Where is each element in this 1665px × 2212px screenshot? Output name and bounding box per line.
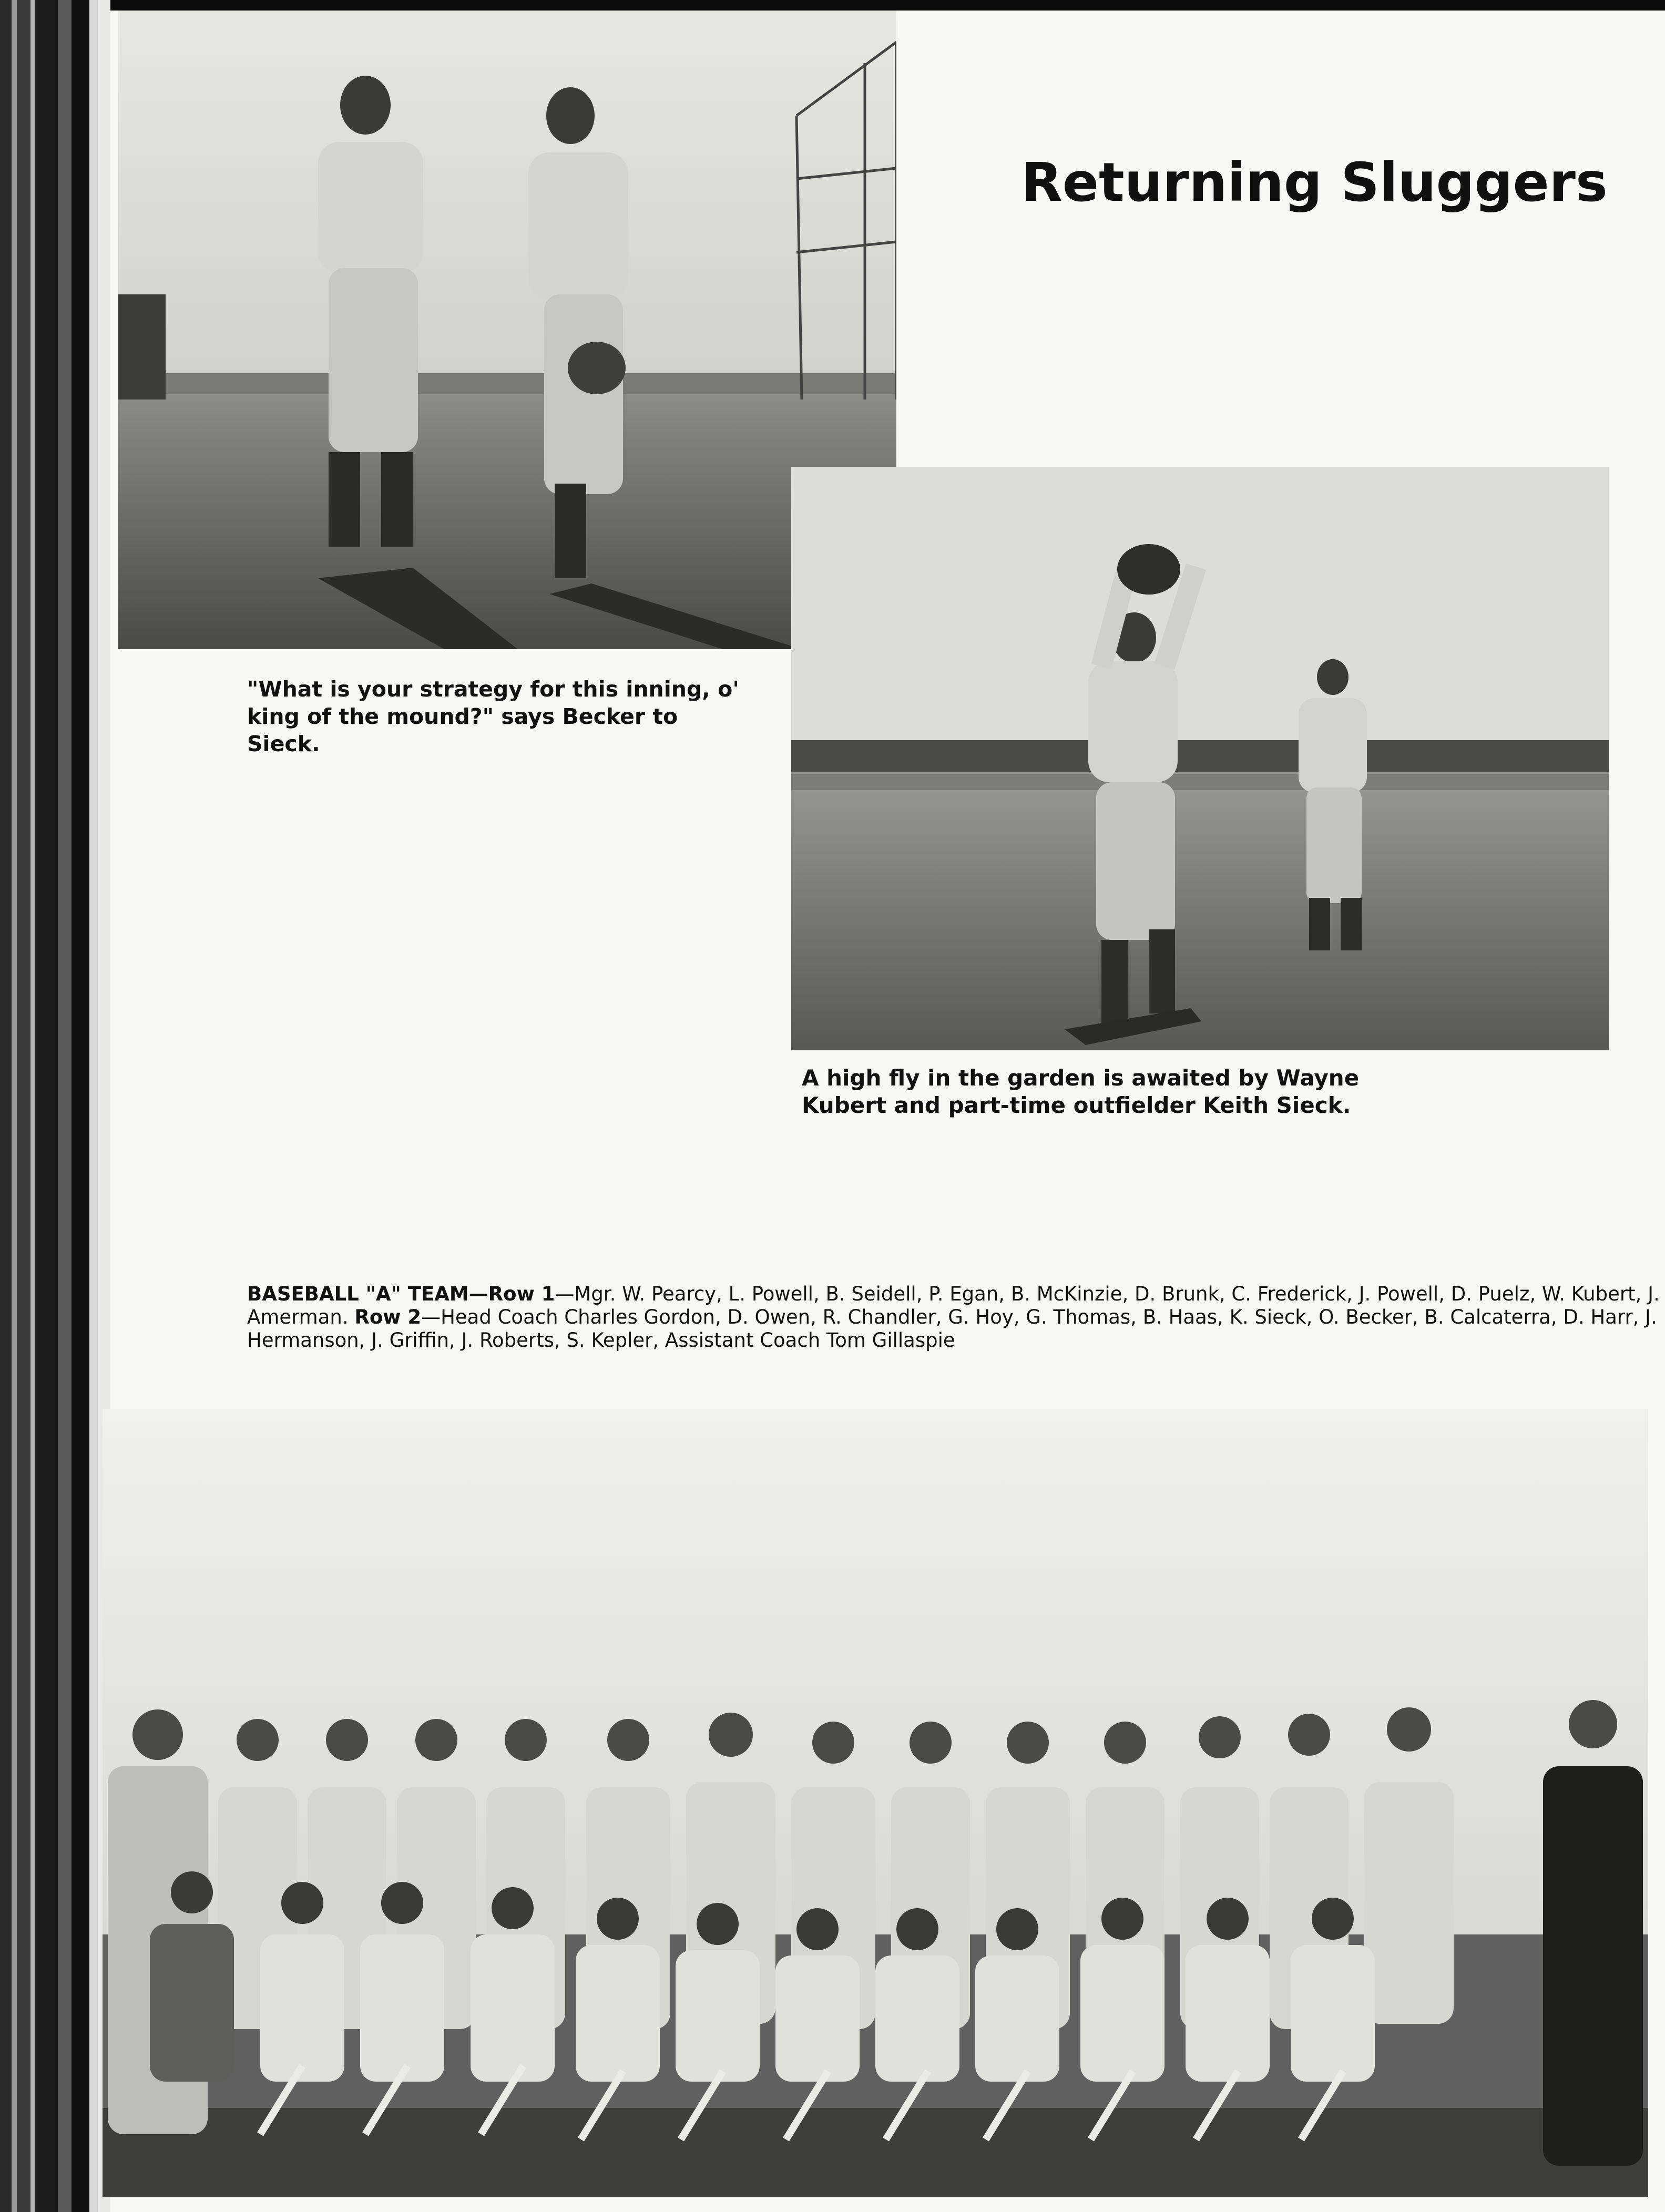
caption-mound-conversation: "What is your strategy for this inning, o' king of the mound?" says Becker to Sieck. [247, 677, 739, 756]
team-roster-caption [247, 1283, 1665, 1352]
photo-mound-conversation [118, 11, 896, 649]
page-top-edge [110, 0, 1665, 11]
caption-high-fly: A high fly in the garden is awaited by Wayne Kubert and part-time outfielder Keith Sieck. [802, 1065, 1360, 1118]
photo-high-fly [791, 467, 1609, 1050]
photo-outfielders-catching-icon [791, 467, 1609, 1050]
roster-row1-names: —Mgr. W. Pearcy, L. Powell, B. Seidell, P. Egan, B. McKinzie, D. Brunk, C. Frederick, J. Powell, D. Puelz, W. Kubert, J. Amerman. [247, 1283, 1660, 1328]
page-title: Returning Sluggers [1021, 151, 1608, 214]
roster-row2-label: Row 2 [354, 1306, 422, 1328]
roster-row2-names: —Head Coach Charles Gordon, D. Owen, R. Chandler, G. Hoy, G. Thomas, B. Haas, K. Sieck, O. Becker, B. Calcaterra, D. Harr, J. Hermanson, J. Griffin, J. Roberts, S. Kepler, Assistant Coach Tom Gillaspie [247, 1306, 1657, 1351]
photo-two-players-talking-icon [118, 11, 896, 649]
roster-row1-label: Row 1 [488, 1283, 555, 1305]
roster-heading: BASEBALL "A" TEAM— [247, 1283, 488, 1305]
book-spine-edges [0, 0, 110, 2212]
photo-team-group-icon [103, 1409, 1648, 2197]
photo-team [103, 1409, 1648, 2197]
